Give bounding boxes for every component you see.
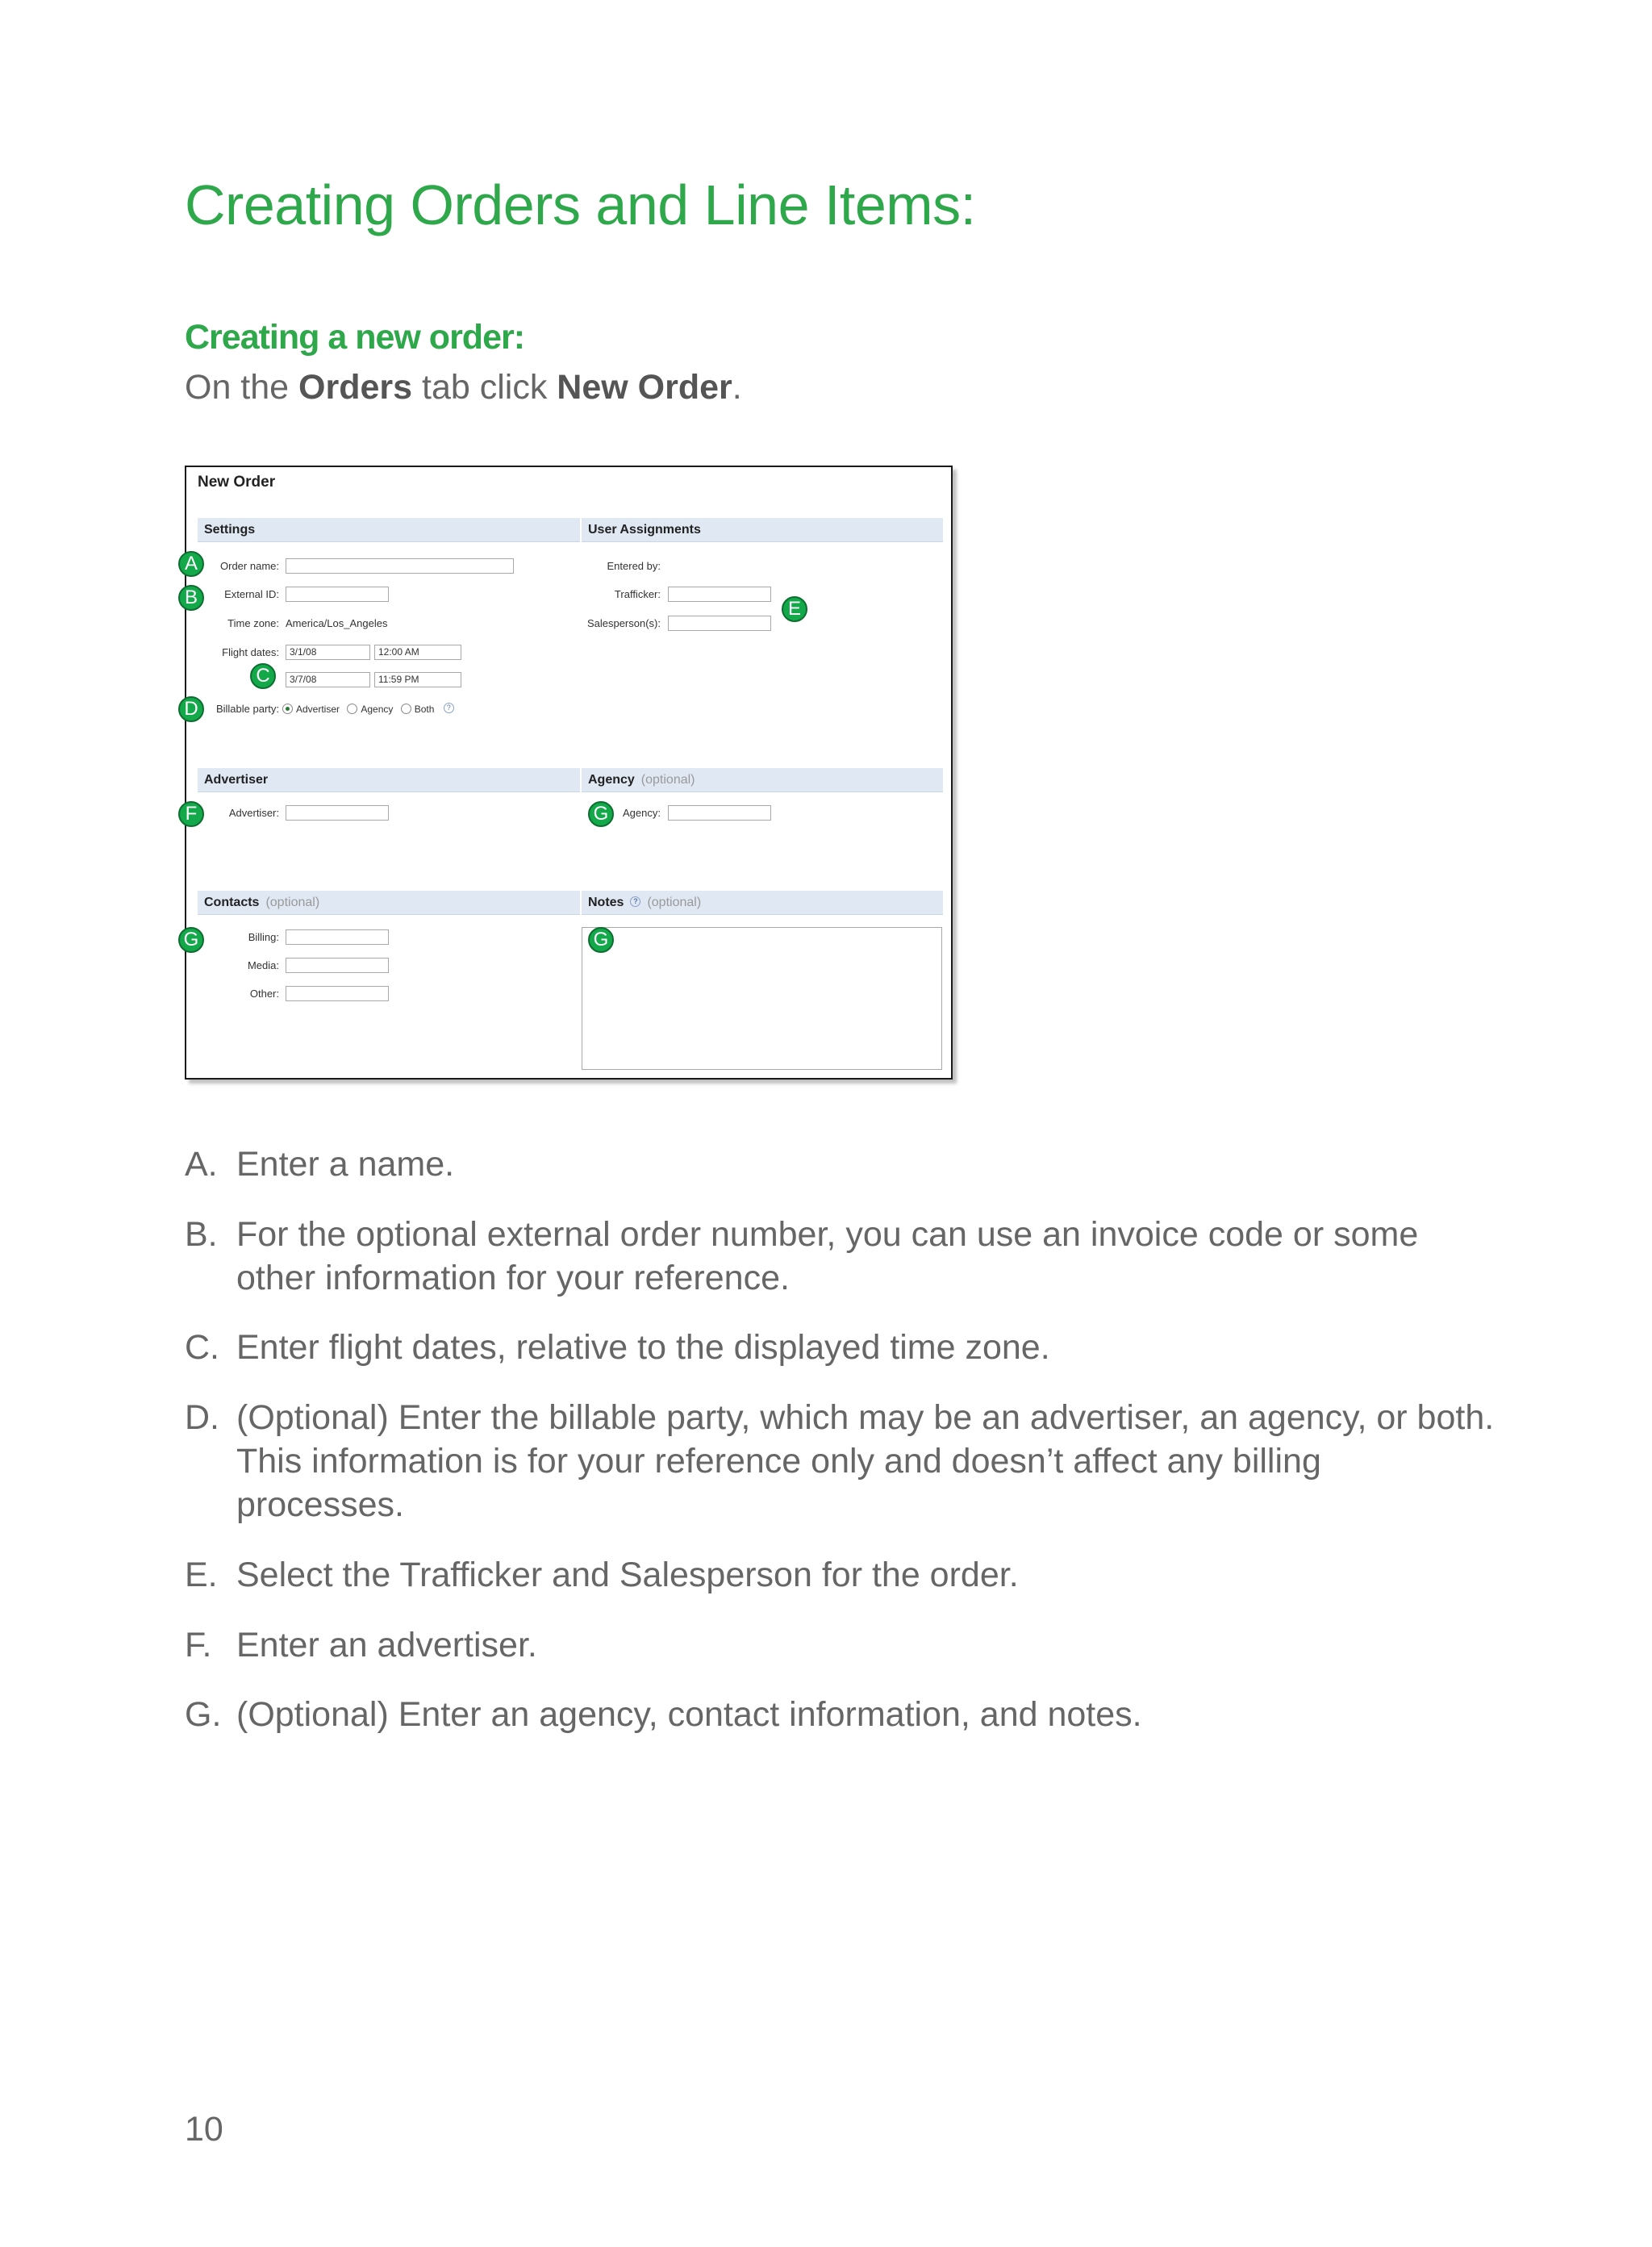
trafficker-input[interactable]	[668, 587, 771, 602]
time-zone-label: Time zone:	[227, 617, 279, 629]
notes-help-icon[interactable]: ?	[630, 896, 640, 907]
billing-label: Billing:	[248, 931, 279, 943]
step-text: Select the Trafficker and Salesperson for the order.	[236, 1556, 1019, 1594]
radio-advertiser[interactable]	[282, 704, 293, 714]
help-icon[interactable]: ?	[444, 703, 454, 713]
salesperson-input[interactable]	[668, 616, 771, 631]
marker-g-contacts: G	[178, 927, 204, 953]
marker-c: C	[250, 663, 276, 689]
marker-g-notes: G	[588, 927, 614, 953]
step-text: (Optional) Enter the billable party, which may be an advertiser, an agency, or both. This information is for your reference only and doesn’t affect any billing processes.	[236, 1398, 1495, 1524]
notes-section-header	[582, 891, 943, 915]
advertiser-label: Advertiser:	[228, 807, 279, 819]
step-letter: E.	[185, 1556, 218, 1594]
intro-orders-tab: Orders	[298, 368, 413, 407]
intro-new-order: New Order	[557, 368, 732, 407]
marker-f: F	[178, 801, 204, 827]
step-letter: B.	[185, 1215, 218, 1254]
media-label: Media:	[247, 959, 279, 971]
billing-input[interactable]	[286, 929, 389, 945]
other-input[interactable]	[286, 986, 389, 1001]
start-date-input[interactable]: 3/1/08	[286, 645, 370, 660]
marker-g-agency: G	[588, 801, 614, 827]
billable-party-label: Billable party:	[215, 703, 279, 715]
end-time-input[interactable]: 11:59 PM	[374, 672, 461, 687]
salesperson-label: Salesperson(s):	[586, 617, 661, 629]
user-assignments-section-header	[582, 518, 943, 542]
settings-section-header	[198, 518, 580, 542]
end-date-input[interactable]: 3/7/08	[286, 672, 370, 687]
other-label: Other:	[249, 988, 279, 1000]
panel-title: New Order	[198, 474, 276, 491]
marker-d: D	[178, 696, 204, 722]
step-letter: C.	[185, 1328, 219, 1367]
agency-optional-text: (optional)	[640, 773, 695, 787]
advertiser-header-text: Advertiser	[204, 773, 269, 787]
billable-party-options	[277, 703, 454, 715]
user-assignments-header-text: User Assignments	[588, 523, 701, 537]
settings-header-text: Settings	[204, 523, 256, 537]
agency-input[interactable]	[668, 805, 771, 821]
advertiser-input[interactable]	[286, 805, 389, 821]
trafficker-label: Trafficker:	[614, 588, 661, 600]
agency-section-header	[582, 768, 943, 792]
external-id-label: External ID:	[224, 588, 279, 600]
option-both-label: Both	[414, 704, 435, 715]
order-name-label: Order name:	[220, 560, 279, 572]
order-name-input[interactable]	[286, 558, 514, 574]
section-heading: Creating a new order:	[185, 318, 525, 357]
step-letter: D.	[185, 1398, 219, 1437]
time-zone-value: America/Los_Angeles	[286, 617, 388, 629]
step-letter: A.	[185, 1145, 218, 1184]
page-number: 10	[185, 2110, 223, 2149]
flight-dates-label: Flight dates:	[222, 646, 279, 658]
step-text: (Optional) Enter an agency, contact information, and notes.	[236, 1695, 1142, 1734]
step-text: Enter flight dates, relative to the displayed time zone.	[236, 1328, 1050, 1367]
entered-by-label: Entered by:	[607, 560, 661, 572]
start-time-input[interactable]: 12:00 AM	[374, 645, 461, 660]
intro-instruction	[185, 365, 742, 410]
notes-optional-text: (optional)	[647, 896, 702, 909]
intro-text-3: .	[732, 368, 742, 407]
option-agency-label: Agency	[361, 704, 394, 715]
step-text: For the optional external order number, you can use an invoice code or some other information for your reference.	[236, 1215, 1419, 1297]
contacts-optional-text: (optional)	[265, 896, 320, 909]
notes-textarea[interactable]	[582, 927, 942, 1070]
step-text: Enter a name.	[236, 1145, 455, 1184]
new-order-screenshot	[185, 466, 953, 1080]
advertiser-section-header	[198, 768, 580, 792]
step-text: Enter an advertiser.	[236, 1626, 537, 1664]
intro-text-1: On the	[185, 368, 299, 407]
option-advertiser-label: Advertiser	[296, 704, 340, 715]
marker-a: A	[178, 551, 204, 577]
marker-e: E	[782, 596, 807, 622]
external-id-input[interactable]	[286, 587, 389, 602]
step-letter: G.	[185, 1695, 222, 1734]
radio-both[interactable]	[401, 704, 411, 714]
agency-label: Agency:	[623, 807, 661, 819]
page-title: Creating Orders and Line Items:	[185, 173, 976, 236]
marker-b: B	[178, 585, 204, 611]
radio-agency[interactable]	[347, 704, 357, 714]
notes-header-text: Notes	[588, 896, 624, 909]
agency-header-text: Agency	[588, 773, 635, 787]
intro-text-2: tab click	[412, 368, 557, 407]
contacts-section-header	[198, 891, 580, 915]
step-letter: F.	[185, 1626, 212, 1664]
media-input[interactable]	[286, 958, 389, 973]
contacts-header-text: Contacts	[204, 896, 260, 909]
